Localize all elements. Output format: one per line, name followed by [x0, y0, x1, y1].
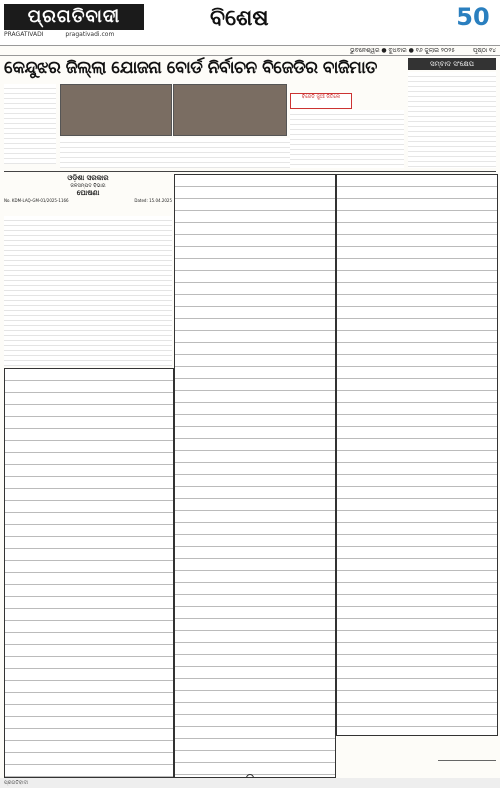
schedule-table-2: [174, 174, 336, 778]
notice-preamble: [4, 216, 172, 366]
notice-dept: ଜଳସମ୍ପଦ ବିଭାଗ: [70, 183, 106, 189]
notice-date: Dated: 15.04.2025: [134, 198, 172, 203]
schedule-table-3: [336, 174, 498, 736]
newspaper-logo: ପ୍ରଗତିବାଦୀ: [4, 4, 144, 30]
logo-sub-text: PRAGATIVADI: [4, 31, 44, 38]
footer-text: ପ୍ରଗତିବାଦୀ: [4, 780, 29, 786]
lead-story-continuation: [290, 110, 404, 168]
signature-block: [438, 740, 496, 774]
sidebar-heading: ସମ୍ବାଦ ସଂକ୍ଷେପ: [408, 58, 496, 70]
issue-date: ଭୁବନେଶ୍ୱର ● ବୁଧବାର ● ୧୬ ଜୁଲାଇ ୨୦୨୫: [350, 47, 455, 54]
masthead: [0, 0, 500, 45]
notice-ref-line: [4, 198, 172, 203]
page-footer: [0, 778, 500, 788]
page-number: ପୃଷ୍ଠା ୧୪: [472, 47, 496, 54]
highlight-box: ବିଜେଡି ଜୁଆଁ ଜିତିଲେ: [290, 93, 352, 109]
signature-line: [438, 760, 496, 761]
lead-photo-left: [60, 84, 172, 136]
section-title: ବିଶେଷ: [210, 5, 269, 31]
notice-org: ଓଡ଼ିଶା ସରକାର: [67, 174, 109, 182]
logo-subtitle: [4, 31, 144, 38]
lead-story-body: [60, 138, 290, 168]
schedule-table-1: [4, 368, 174, 778]
notice-ref: No. KDM-LAQ-GM-01/2025-1166: [4, 198, 69, 203]
section-divider: [4, 171, 496, 172]
anniversary-badge: 50: [456, 3, 490, 31]
dateline: [0, 45, 500, 56]
site-url[interactable]: pragativadi.com: [65, 31, 115, 38]
notice-header: [4, 174, 172, 214]
lead-photo-right: [173, 84, 287, 136]
sidebar-briefs: [408, 72, 496, 168]
lead-story-column: [4, 84, 56, 164]
lead-headline: କେନ୍ଦୁଝର ଜିଲ୍ଲା ଯୋଜନା ବୋର୍ଡ ନିର୍ବାଚନ ବିଜେଡିର ବାଜିମାତ: [4, 58, 377, 78]
notice-title: ଘୋଷଣା: [76, 189, 100, 197]
